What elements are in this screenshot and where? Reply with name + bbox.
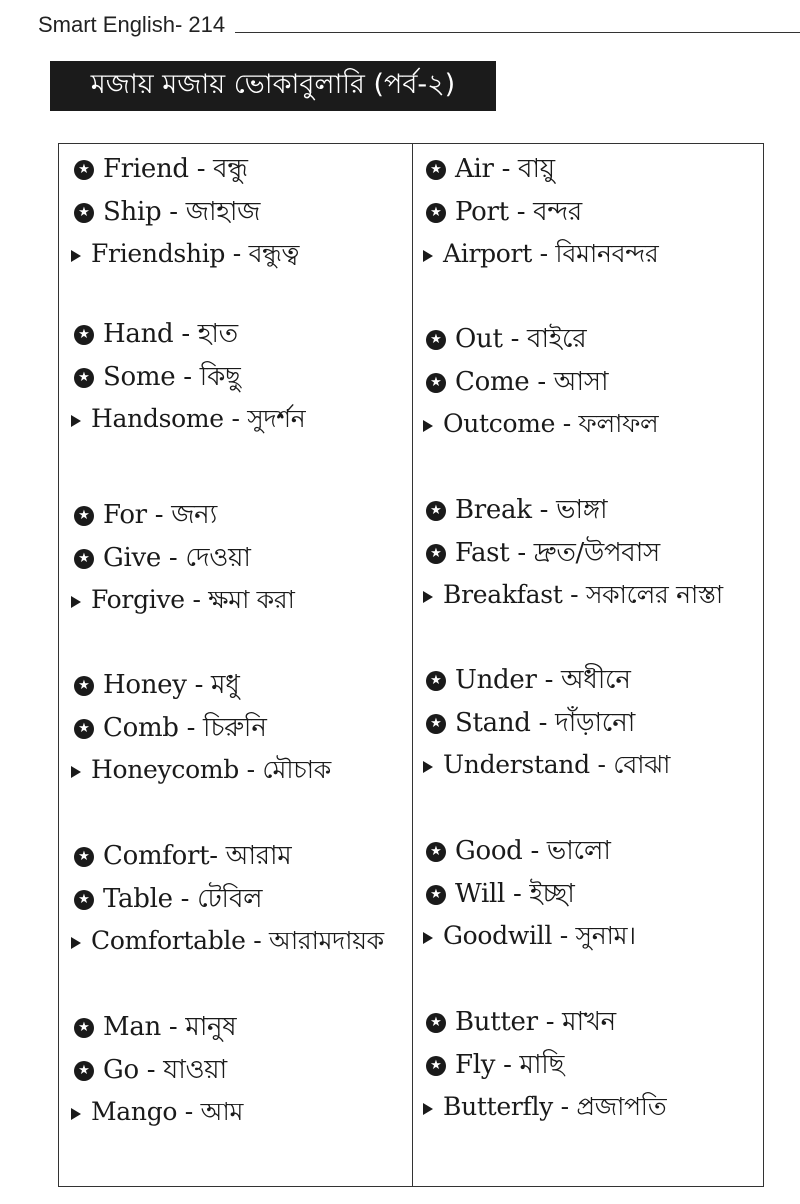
triangle-right-icon xyxy=(421,250,435,262)
star-circle-icon: ★ xyxy=(73,890,95,910)
compound-word-text: Airport - বিমানবন্দর xyxy=(443,239,659,268)
star-circle-icon: ★ xyxy=(425,671,447,691)
star-circle-icon: ★ xyxy=(425,1013,447,1033)
compound-word-entry xyxy=(413,575,766,618)
star-circle-icon: ★ xyxy=(425,373,447,393)
word-group xyxy=(413,318,766,447)
word-group xyxy=(59,835,412,964)
word-text: Table - টেবিল xyxy=(103,883,263,914)
triangle-right-icon xyxy=(421,420,435,432)
star-circle-icon: ★ xyxy=(73,325,95,345)
word-text: Come - আসা xyxy=(455,366,609,397)
star-circle-icon: ★ xyxy=(425,544,447,564)
compound-word-entry xyxy=(413,916,766,959)
compound-word-entry xyxy=(59,750,412,793)
word-entry xyxy=(413,361,766,404)
word-entry xyxy=(413,489,766,532)
star-circle-icon: ★ xyxy=(73,549,95,569)
star-circle-icon: ★ xyxy=(425,885,447,905)
compound-word-entry xyxy=(59,234,412,277)
star-circle-icon: ★ xyxy=(425,330,447,350)
word-text: Ship - জাহাজ xyxy=(103,196,261,227)
compound-word-entry xyxy=(59,921,412,964)
word-text: Some - কিছু xyxy=(103,361,241,392)
word-group xyxy=(59,494,412,623)
word-entry xyxy=(59,494,412,537)
compound-word-entry xyxy=(59,1092,412,1135)
word-text: Will - ইচ্ছা xyxy=(455,878,575,909)
compound-word-entry xyxy=(59,580,412,623)
page-header xyxy=(38,8,800,38)
word-group xyxy=(59,313,412,442)
word-group xyxy=(413,1001,766,1130)
compound-word-text: Breakfast - সকালের নাস্তা xyxy=(443,580,723,609)
star-circle-icon: ★ xyxy=(73,847,95,867)
word-entry xyxy=(413,659,766,702)
star-circle-icon: ★ xyxy=(425,714,447,734)
word-entry xyxy=(413,318,766,361)
header-rule xyxy=(235,32,800,33)
word-text: Butter - মাখন xyxy=(455,1006,616,1037)
compound-word-text: Friendship - বন্ধুত্ব xyxy=(91,239,300,268)
compound-word-entry xyxy=(413,234,766,277)
compound-word-text: Goodwill - সুনাম। xyxy=(443,921,636,950)
word-entry xyxy=(413,191,766,234)
star-circle-icon: ★ xyxy=(73,1018,95,1038)
triangle-right-icon xyxy=(421,1103,435,1115)
word-text: For - জন্য xyxy=(103,499,217,530)
word-entry xyxy=(59,191,412,234)
compound-word-text: Honeycomb - মৌচাক xyxy=(91,755,331,784)
word-text: Under - অধীনে xyxy=(455,664,631,695)
word-text: Fly - মাছি xyxy=(455,1049,565,1080)
word-text: Stand - দাঁড়ানো xyxy=(455,707,635,738)
compound-word-text: Forgive - ক্ষমা করা xyxy=(91,585,295,614)
triangle-right-icon xyxy=(69,250,83,262)
compound-word-text: Outcome - ফলাফল xyxy=(443,409,659,438)
word-group xyxy=(413,659,766,788)
triangle-right-icon xyxy=(421,761,435,773)
word-text: Air - বায়ু xyxy=(455,153,555,184)
word-text: Break - ভাঙ্গা xyxy=(455,494,608,525)
compound-word-entry xyxy=(413,745,766,788)
word-group xyxy=(59,1006,412,1135)
word-entry xyxy=(59,835,412,878)
word-entry xyxy=(413,532,766,575)
word-text: Port - বন্দর xyxy=(455,196,582,227)
word-text: Go - যাওয়া xyxy=(103,1054,227,1085)
word-text: Fast - দ্রুত/উপবাস xyxy=(455,537,660,568)
compound-word-text: Butterfly - প্রজাপতি xyxy=(443,1092,667,1121)
word-text: Friend - বন্ধু xyxy=(103,153,248,184)
word-group xyxy=(413,148,766,277)
word-text: Comb - চিরুনি xyxy=(103,712,267,743)
triangle-right-icon xyxy=(421,591,435,603)
triangle-right-icon xyxy=(69,1108,83,1120)
star-circle-icon: ★ xyxy=(73,368,95,388)
section-title-text: মজায় মজায় ভোকাবুলারি (পর্ব-২) xyxy=(90,68,456,100)
vocabulary-table xyxy=(58,143,764,1187)
star-circle-icon: ★ xyxy=(73,676,95,696)
star-circle-icon: ★ xyxy=(73,160,95,180)
word-text: Give - দেওয়া xyxy=(103,542,251,573)
word-entry xyxy=(413,1044,766,1087)
word-entry xyxy=(59,313,412,356)
compound-word-text: Handsome - সুদর্শন xyxy=(91,404,306,433)
triangle-right-icon xyxy=(69,415,83,427)
triangle-right-icon xyxy=(69,766,83,778)
word-entry xyxy=(59,664,412,707)
word-entry xyxy=(413,830,766,873)
word-entry xyxy=(59,1006,412,1049)
word-text: Good - ভালো xyxy=(455,835,611,866)
right-column xyxy=(413,144,766,1186)
triangle-right-icon xyxy=(69,596,83,608)
word-group xyxy=(413,830,766,959)
word-entry xyxy=(59,878,412,921)
compound-word-entry xyxy=(59,399,412,442)
word-text: Man - মানুষ xyxy=(103,1011,237,1042)
compound-word-text: Understand - বোঝা xyxy=(443,750,671,779)
star-circle-icon: ★ xyxy=(425,203,447,223)
word-entry xyxy=(59,148,412,191)
star-circle-icon: ★ xyxy=(425,160,447,180)
word-text: Comfort- আরাম xyxy=(103,840,292,871)
word-text: Out - বাইরে xyxy=(455,323,587,354)
star-circle-icon: ★ xyxy=(73,719,95,739)
triangle-right-icon xyxy=(69,937,83,949)
compound-word-text: Comfortable - আরামদায়ক xyxy=(91,926,384,955)
star-circle-icon: ★ xyxy=(73,1061,95,1081)
word-entry xyxy=(59,1049,412,1092)
word-entry xyxy=(413,1001,766,1044)
compound-word-text: Mango - আম xyxy=(91,1097,244,1126)
header-text: Smart English- 214 xyxy=(38,12,226,37)
word-entry xyxy=(413,873,766,916)
compound-word-entry xyxy=(413,404,766,447)
word-entry xyxy=(59,707,412,750)
word-group xyxy=(413,489,766,618)
left-column xyxy=(59,144,412,1186)
word-entry xyxy=(413,702,766,745)
star-circle-icon: ★ xyxy=(73,203,95,223)
word-text: Hand - হাত xyxy=(103,318,238,349)
word-text: Honey - মধু xyxy=(103,669,240,700)
word-entry xyxy=(59,537,412,580)
compound-word-entry xyxy=(413,1087,766,1130)
word-entry xyxy=(413,148,766,191)
word-entry xyxy=(59,356,412,399)
star-circle-icon: ★ xyxy=(425,1056,447,1076)
word-group xyxy=(59,664,412,793)
word-group xyxy=(59,148,412,277)
star-circle-icon: ★ xyxy=(425,842,447,862)
star-circle-icon: ★ xyxy=(425,501,447,521)
triangle-right-icon xyxy=(421,932,435,944)
star-circle-icon: ★ xyxy=(73,506,95,526)
section-title xyxy=(50,61,496,111)
